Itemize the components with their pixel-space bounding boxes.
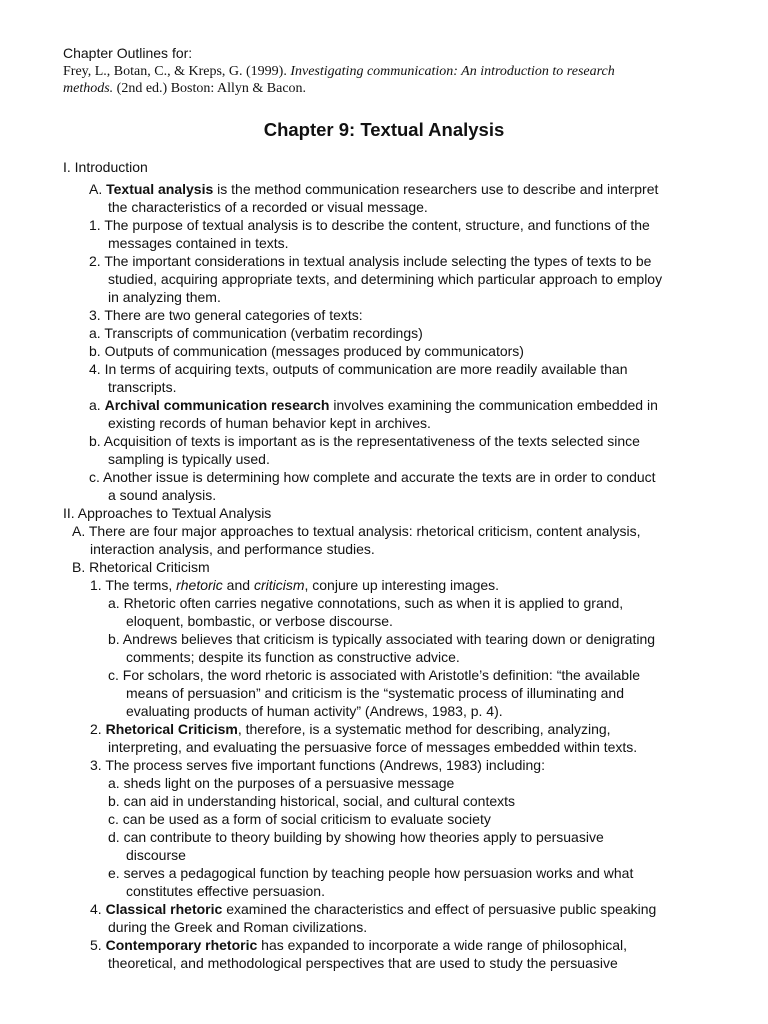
outline-line: in analyzing them. (108, 289, 221, 305)
outline-text: examined the characteristics and effect of persuasive public speaking (222, 901, 657, 917)
outline-text: has expanded to incorporate a wide range of philosophical, (257, 937, 627, 953)
outline-text: and (222, 577, 254, 593)
outline-line: c. can be used as a form of social criticism to evaluate society (108, 811, 491, 827)
outline-line: a. Rhetoric often carries negative connotations, such as when it is applied to grand, (108, 595, 624, 611)
outline-line (90, 577, 499, 594)
term-classical-rhetoric: Classical rhetoric (105, 901, 223, 917)
outline-marker: A. (89, 181, 107, 197)
citation-line-2 (63, 80, 723, 98)
outline-line (89, 397, 658, 414)
citation-authors: Frey, L., Botan, C., & Kreps, G. (1999). (63, 63, 291, 79)
citation-publisher: (2nd ed.) Boston: Allyn & Bacon. (113, 81, 307, 96)
outline-line: a sound analysis. (108, 487, 217, 503)
outline-line: a. sheds light on the purposes of a persuasive message (108, 775, 455, 791)
citation-title-1: Investigating communication: An introduction to research (290, 63, 615, 79)
outline-text: , conjure up interesting images. (304, 577, 500, 593)
outline-line: discourse (126, 847, 186, 863)
outline-line (90, 901, 656, 918)
outline-line: sampling is typically used. (108, 451, 270, 467)
outline-line: existing records of human behavior kept in archives. (108, 415, 431, 431)
citation-line-1 (63, 63, 723, 81)
outline-line: constitutes effective persuasion. (126, 883, 325, 899)
section-heading-intro: I. Introduction (63, 159, 148, 175)
outline-line: a. Transcripts of communication (verbatim recordings) (89, 325, 423, 341)
outline-line: 3. There are two general categories of texts: (89, 307, 363, 323)
outline-line: 4. In terms of acquiring texts, outputs of communication are more readily available than (89, 361, 628, 377)
outline-line: A. There are four major approaches to textual analysis: rhetorical criticism, content analysis, (72, 523, 641, 539)
outline-text: involves examining the communication embedded in (329, 397, 658, 413)
outline-line: 3. The process serves five important functions (Andrews, 1983) including: (90, 757, 545, 773)
outline-line: messages contained in texts. (108, 235, 289, 251)
citation-title-2: methods. (63, 81, 114, 96)
term-archival-research: Archival communication research (104, 397, 330, 413)
term-rhetoric: rhetoric (176, 577, 223, 593)
outline-marker: 4. (90, 901, 106, 917)
outline-line: theoretical, and methodological perspectives that are used to study the persuasive (108, 955, 618, 971)
citation-block (63, 45, 723, 98)
outline-line: the characteristics of a recorded or visual message. (108, 199, 428, 215)
outline-text: 1. The terms, (90, 577, 177, 593)
chapter-title: Chapter 9: Textual Analysis (263, 119, 505, 140)
outline-line: c. Another issue is determining how complete and accurate the texts are in order to conduct (89, 469, 656, 485)
outline-marker: a. (89, 397, 105, 413)
outline-line (90, 937, 627, 954)
outline-line: b. Andrews believes that criticism is typically associated with tearing down or denigrating (108, 631, 656, 647)
outline-line: c. For scholars, the word rhetoric is associated with Aristotle’s definition: “the available (108, 667, 640, 683)
outline-line: interpreting, and evaluating the persuasive force of messages embedded within texts. (108, 739, 638, 755)
outline-line: means of persuasion” and criticism is the “systematic process of illuminating and (126, 685, 624, 701)
outline-line: 1. The purpose of textual analysis is to describe the content, structure, and functions of the (89, 217, 650, 233)
outline-line: evaluating products of human activity” (Andrews, 1983, p. 4). (126, 703, 503, 719)
outline-marker: 2. (90, 721, 106, 737)
outline-line: comments; despite its function as constructive advice. (126, 649, 460, 665)
citation-heading: Chapter Outlines for: (63, 45, 193, 61)
outline-marker: 5. (90, 937, 106, 953)
outline-line: d. can contribute to theory building by showing how theories apply to persuasive (108, 829, 604, 845)
outline-line: transcripts. (108, 379, 177, 395)
outline-line (89, 181, 658, 198)
outline-line: 2. The important considerations in textual analysis include selecting the types of texts to be (89, 253, 652, 269)
outline-line: b. can aid in understanding historical, social, and cultural contexts (108, 793, 516, 809)
section-heading-approaches: II. Approaches to Textual Analysis (63, 505, 272, 521)
outline-line: B. Rhetorical Criticism (72, 559, 210, 575)
outline-line: during the Greek and Roman civilizations. (108, 919, 368, 935)
term-rhetorical-criticism: Rhetorical Criticism (105, 721, 238, 737)
term-textual-analysis: Textual analysis (106, 181, 214, 197)
outline-text: is the method communication researchers use to describe and interpret (213, 181, 659, 197)
outline-line: studied, acquiring appropriate texts, and determining which particular approach to employ (108, 271, 663, 287)
outline-line: b. Acquisition of texts is important as is the representativeness of the texts selected since (89, 433, 640, 449)
outline-text: , therefore, is a systematic method for describing, analyzing, (237, 721, 611, 737)
outline-line: interaction analysis, and performance studies. (90, 541, 375, 557)
term-criticism: criticism (253, 577, 305, 593)
term-contemporary-rhetoric: Contemporary rhetoric (105, 937, 258, 953)
outline-line: e. serves a pedagogical function by teaching people how persuasion works and what (108, 865, 634, 881)
outline-line: b. Outputs of communication (messages produced by communicators) (89, 343, 524, 359)
outline-line: eloquent, bombastic, or verbose discourse. (126, 613, 393, 629)
outline-line (90, 721, 611, 738)
